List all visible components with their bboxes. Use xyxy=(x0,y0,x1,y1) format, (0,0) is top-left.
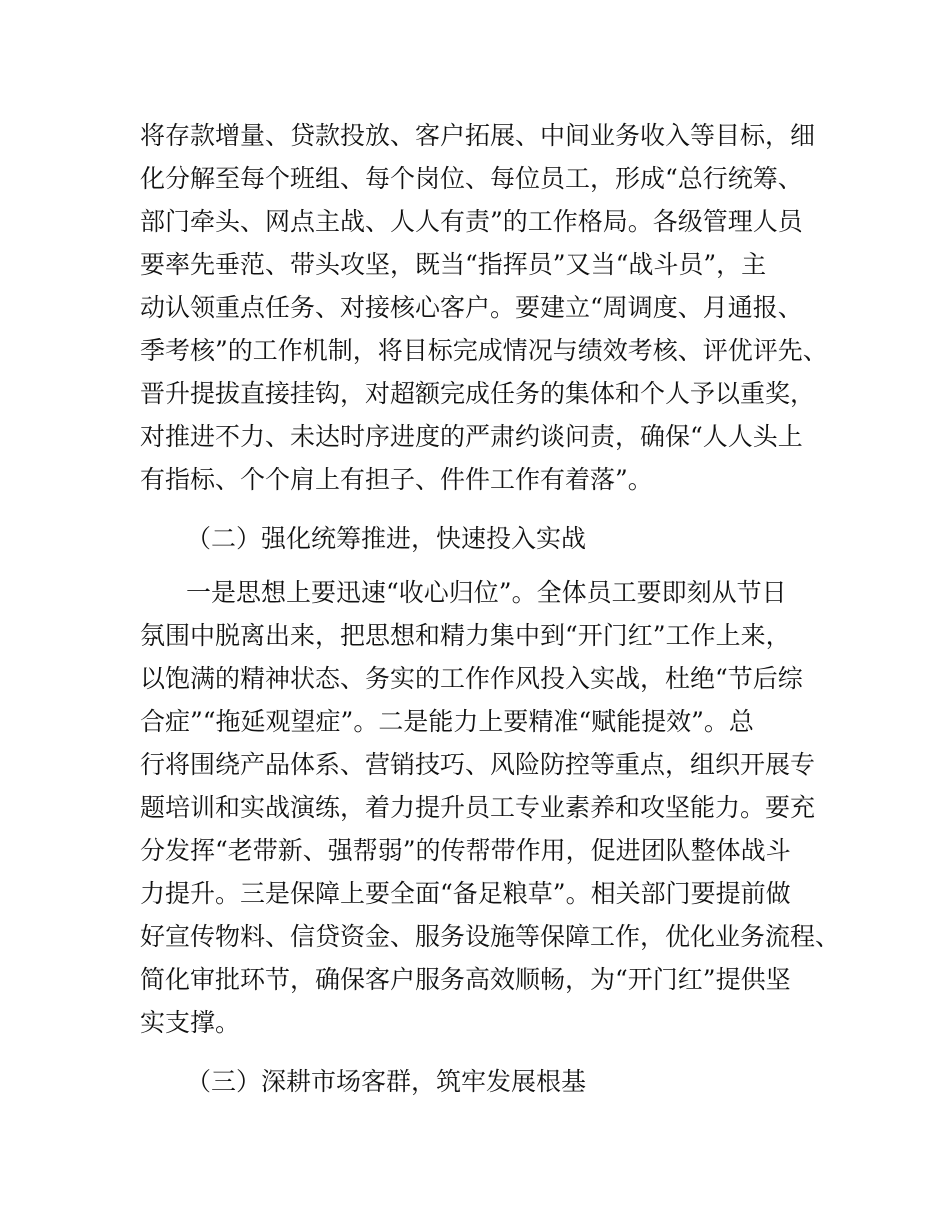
text-line: 季考核”的工作机制，将目标完成情况与绩效考核、评优评先、 xyxy=(140,336,828,365)
heading-line: （二）强化统筹推进，快速投入实战 xyxy=(186,524,587,553)
text-line: 要率先垂范、带头攻坚，既当“指挥员”又当“战斗员”，主 xyxy=(140,250,767,279)
text-line: 部门牵头、网点主战、人人有责”的工作格局。各级管理人员 xyxy=(140,207,803,236)
text-line: 一是思想上要迅速“收心归位”。全体员工要即刻从节日 xyxy=(186,578,787,607)
text-line: 题培训和实战演练，着力提升员工专业素养和攻坚能力。要充 xyxy=(140,793,816,822)
text-line: 力提升。三是保障上要全面“备足粮草”。相关部门要提前做 xyxy=(140,879,791,908)
text-line: 好宣传物料、信贷资金、服务设施等保障工作，优化业务流程、 xyxy=(140,922,841,951)
text-line: 氛围中脱离出来，把思想和精力集中到“开门红”工作上来， xyxy=(140,621,791,650)
text-line: 化分解至每个班组、每个岗位、每位员工，形成“总行统筹、 xyxy=(140,164,803,193)
text-line: 实支撑。 xyxy=(140,1008,241,1037)
text-line: 有指标、个个肩上有担子、件件工作有着落”。 xyxy=(140,465,653,494)
text-line: 简化审批环节，确保客户服务高效顺畅，为“开门红”提供坚 xyxy=(140,965,791,994)
text-line: 动认领重点任务、对接核心客户。要建立“周调度、月通报、 xyxy=(140,293,803,322)
heading-line: （三）深耕市场客群，筑牢发展根基 xyxy=(186,1067,587,1096)
text-line: 将存款增量、贷款投放、客户拓展、中间业务收入等目标，细 xyxy=(140,121,816,150)
text-line: 分发挥“老带新、强帮弱”的传帮带作用，促进团队整体战斗 xyxy=(140,836,791,865)
text-line: 对推进不力、未达时序进度的严肃约谈问责，确保“人人头上 xyxy=(140,422,803,451)
text-line: 以饱满的精神状态、务实的工作作风投入实战，杜绝“节后综 xyxy=(140,664,803,693)
text-line: 行将围绕产品体系、营销技巧、风险防控等重点，组织开展专 xyxy=(140,750,816,779)
text-line: 合症”“拖延观望症”。二是能力上要精准“赋能提效”。总 xyxy=(140,707,754,736)
text-line: 晋升提拔直接挂钩，对超额完成任务的集体和个人予以重奖， xyxy=(140,379,816,408)
